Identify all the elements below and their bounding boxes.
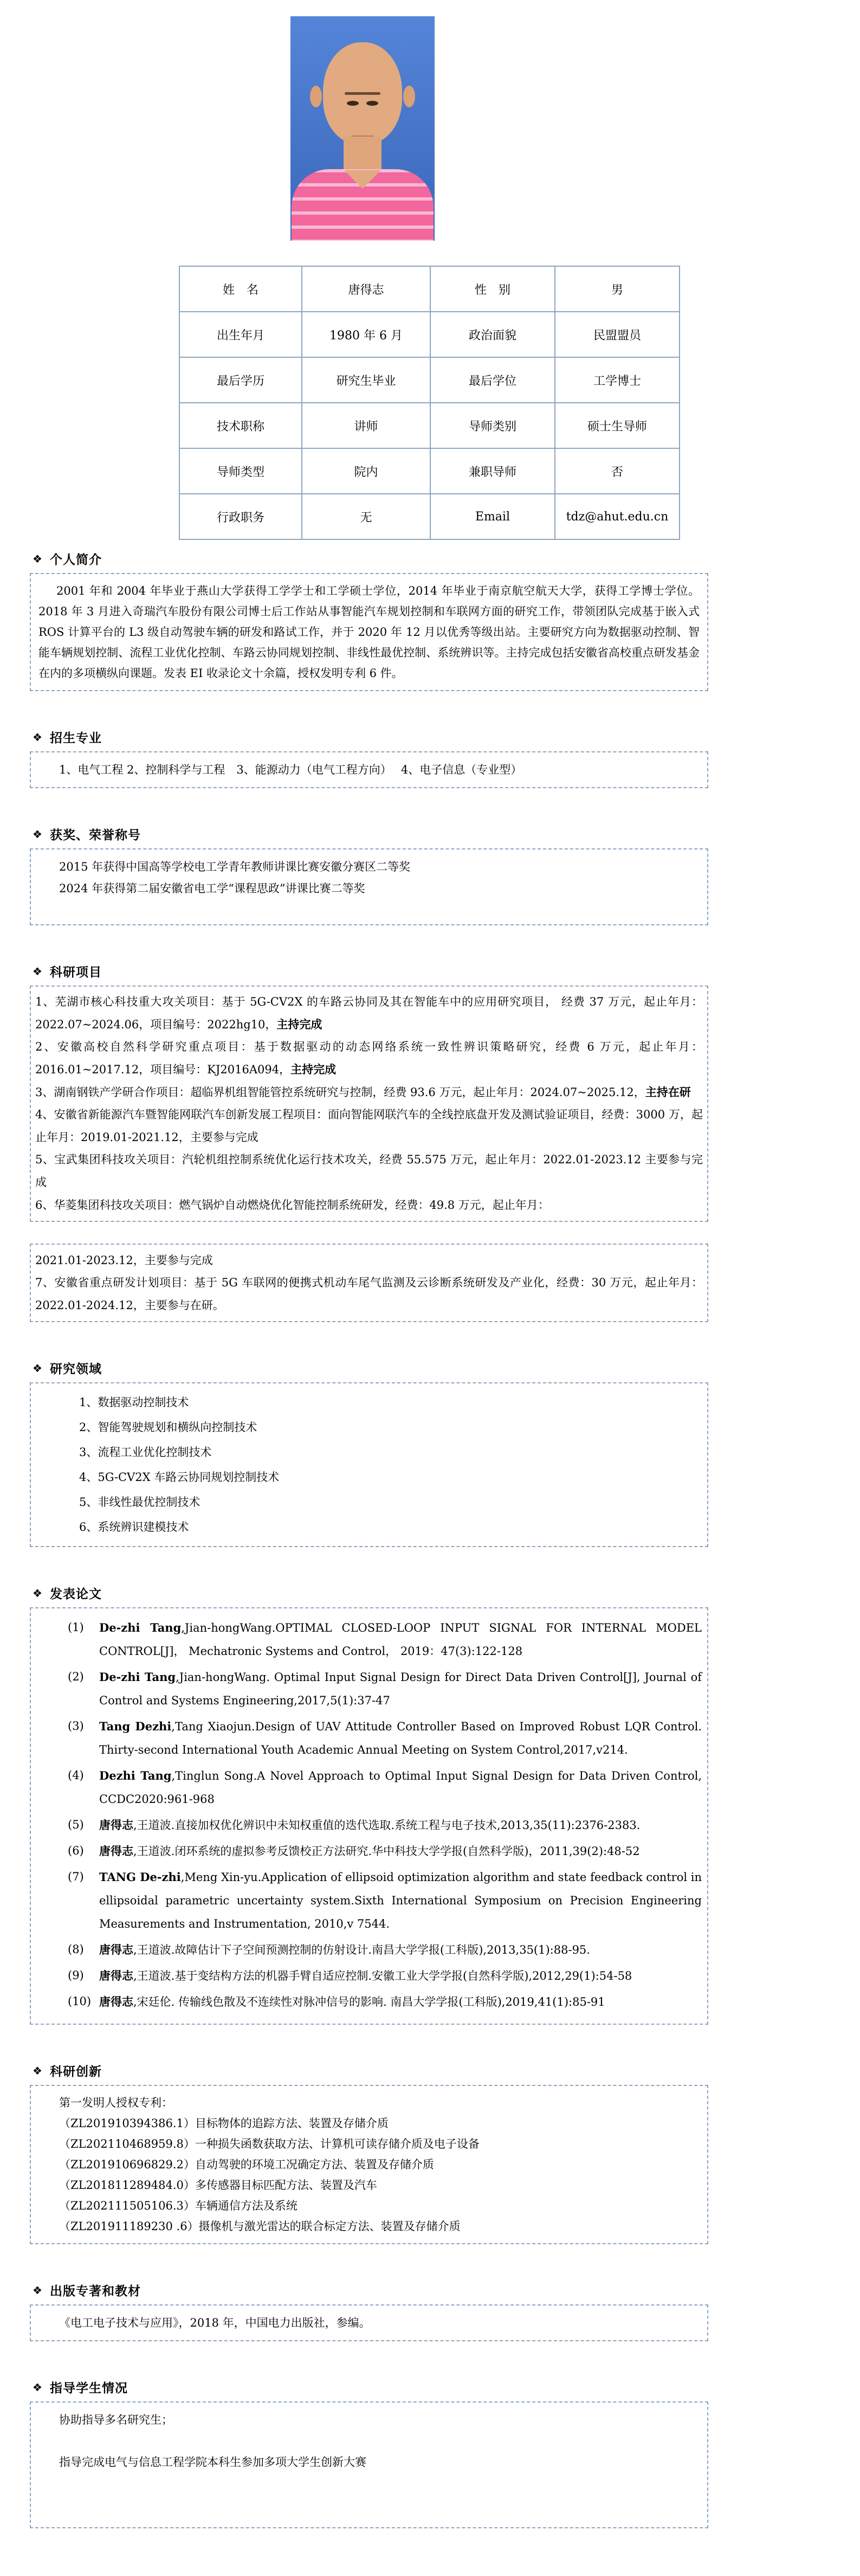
section-title: 科研创新 (49, 2065, 102, 2079)
section-title: 出版专著和教材 (49, 2284, 141, 2298)
field-value-political: 民盟盟员 (555, 312, 680, 357)
publication-item (36, 1715, 702, 1762)
table-row (179, 312, 680, 357)
section-header (33, 728, 860, 746)
publication-rest: ,Jian-hongWang. Optimal Input Signal Design for Direct Data Driven Control[J], Journal of Control and Systems Engineering,2017,5(1):37-47 (99, 1671, 702, 1707)
research-field-item: 2、智能驾驶规划和横纵向控制技术 (79, 1421, 257, 1434)
project-item (35, 1036, 703, 1081)
publication-authors: Dezhi Tang (99, 1769, 172, 1782)
intro-box (30, 573, 708, 691)
section-title: 招生专业 (49, 731, 102, 745)
publication-authors: 唐得志 (99, 1818, 133, 1832)
publication-text (99, 1938, 702, 1962)
section-header (33, 2062, 860, 2079)
section-title: 发表论文 (49, 1587, 102, 1601)
project-text: 5、宝武集团科技攻关项目：汽轮机组控制系统优化运行技术攻关，经费 55.575 万元，起止年月：2022.01-2023.12 主要参与完成 (35, 1153, 703, 1189)
patent-item: （ZL201911189230 .6）摄像机与激光雷达的联合标定方法、装置及存储介质 (59, 2220, 461, 2233)
project-item (35, 1149, 703, 1194)
field-value-admin-duty: 无 (302, 494, 430, 539)
person-head (323, 42, 402, 144)
publication-item (36, 1616, 702, 1663)
patent-item: （ZL202110468959.8）一种损失函数获取方法、计算机可读存储介质及电子设备 (59, 2137, 480, 2150)
diamond-bullet-icon: ❖ (33, 552, 42, 565)
project-text: 1、芜湖市核心科技重大攻关项目：基于 5G-CV2X 的车路云协同及其在智能车中的应用研究项目， 经费 37 万元，起止年月：2022.07~2024.06，项目编号：2022hg10， (35, 995, 703, 1031)
project-item (35, 1194, 703, 1216)
diamond-bullet-icon: ❖ (33, 730, 42, 744)
awards-box (30, 848, 708, 925)
diamond-bullet-icon: ❖ (33, 1361, 42, 1375)
section-title: 研究领域 (49, 1362, 102, 1376)
patents-lead: 第一发明人授权专利： (59, 2096, 173, 2109)
field-value-name: 唐得志 (302, 266, 430, 312)
diamond-bullet-icon: ❖ (33, 827, 42, 841)
projects-box-1 (30, 986, 708, 1222)
publication-text (99, 1990, 702, 2014)
research-field-item: 3、流程工业优化控制技术 (79, 1446, 212, 1459)
publication-item (36, 1764, 702, 1811)
person-eyebrow (362, 92, 380, 95)
field-value-degree: 工学博士 (555, 357, 680, 403)
table-row (179, 448, 680, 494)
section-books (0, 2281, 860, 2341)
diamond-bullet-icon: ❖ (33, 2380, 42, 2394)
section-publications (0, 1584, 860, 2025)
publication-item (36, 1839, 702, 1863)
publication-rest: ,王道波.故障估计下子空间预测控制的仿射设计.南昌大学学报(工科版),2013,35(1):88-95. (133, 1943, 590, 1956)
publication-authors: De-zhi Tang (99, 1670, 176, 1684)
publication-authors: 唐得志 (99, 1969, 133, 1982)
project-item (35, 1104, 703, 1149)
patent-item: （ZL201910394386.1）目标物体的追踪方法、装置及存储介质 (59, 2117, 389, 2130)
project-text: 6、华菱集团科技攻关项目：燃气锅炉自动燃烧优化智能控制系统研发，经费：49.8 万元，起止年月： (35, 1199, 549, 1212)
project-role: 主持完成 (290, 1062, 337, 1076)
publication-number: (6) (68, 1844, 84, 1857)
field-value-title: 讲师 (302, 403, 430, 448)
publication-number: (2) (68, 1670, 84, 1683)
award-item: 2015 年获得中国高等学校电工学青年教师讲课比赛安徽分赛区二等奖 (59, 860, 411, 873)
email-value[interactable]: tdz@ahut.edu.cn (555, 494, 680, 539)
publication-rest: ,王道波.基于变结构方法的机器手臂自适应控制.安徽工业大学学报(自然科学版),2012,29(1):54-58 (133, 1969, 632, 1982)
publication-rest: ,Meng Xin-yu.Application of ellipsoid optimization algorithm and state feedback control in ellipsoidal parametric uncertainty system.Sixth International Symposium on Precision Engineering Measurements and Instrumentation, 2010,v 7544. (99, 1871, 702, 1930)
publication-authors: 唐得志 (99, 1995, 133, 2008)
research-field-item: 4、5G-CV2X 车路云协同规划控制技术 (79, 1471, 280, 1484)
publication-rest: ,Tang Xiaojun.Design of UAV Attitude Controller Based on Improved Robust LQR Control. Thirty-second International Youth Academic Annual Meeting on System Control,2017,v214. (99, 1720, 702, 1756)
publication-number: (4) (68, 1769, 84, 1782)
field-label-title: 技术职称 (179, 403, 302, 448)
research-field-item: 5、非线性最优控制技术 (79, 1496, 201, 1509)
field-label-email: Email (430, 494, 555, 539)
section-header (33, 1584, 860, 1602)
diamond-bullet-icon: ❖ (33, 2283, 42, 2297)
publication-rest: ,Jian-hongWang.OPTIMAL CLOSED-LOOP INPUT SIGNAL FOR INTERNAL MODEL CONTROL[J]， Mechatronic Systems and Control， 2019：47(3):122-128 (99, 1621, 702, 1658)
project-item (35, 991, 703, 1036)
publication-item (36, 1938, 702, 1962)
section-title: 指导学生情况 (49, 2381, 128, 2395)
section-projects (0, 962, 860, 1322)
section-header (33, 825, 860, 843)
table-row (179, 357, 680, 403)
projects-box-2 (30, 1244, 708, 1322)
section-header (33, 2378, 860, 2396)
section-majors (0, 728, 860, 788)
project-role: 主持在研 (645, 1085, 691, 1099)
project-item (35, 1081, 703, 1104)
publication-number: (3) (68, 1720, 84, 1733)
publication-text (99, 1813, 702, 1837)
patent-list (38, 2113, 700, 2237)
section-intro (0, 550, 860, 691)
field-label-adjunct: 兼职导师 (430, 448, 555, 494)
section-header (33, 2281, 860, 2299)
publication-text (99, 1715, 702, 1762)
person-eye (347, 101, 359, 106)
publication-text (99, 1764, 702, 1811)
section-title: 科研项目 (49, 965, 102, 980)
intro-text: 2001 年和 2004 年毕业于燕山大学获得工学学士和工学硕士学位，2014 年毕业于南京航空航天大学，获得工学博士学位。2018 年 3 月进入奇瑞汽车股份有限公司博士后工作站从事智能汽车规划控制和车联网方面的研究工作，带领团队完成基于嵌入式 ROS 计算平台的 L3 级自动驾驶车辆的研发和路试工作，并于 2020 年 12 月以优秀等级出站。主要研究方向为数据驱动控制、智能车辆规划控制、流程工业优化控制、车路云协同规划控制、非线性最优控制、系统辨识等。主持完成包括安徽省高校重点研发基金在内的多项横纵向课题。发表 EI 收录论文十余篇，授权发明专利 6 件。 (38, 584, 700, 680)
students-box (30, 2401, 708, 2528)
field-label-birth: 出生年月 (179, 312, 302, 357)
research-field-item: 1、数据驱动控制技术 (79, 1396, 189, 1409)
project-text: 4、安徽省新能源汽车暨智能网联汽车创新发展工程项目：面向智能网联汽车的全线控底盘开发及测试验证项目，经费：3000 万，起止年月：2019.01-2021.12，主要参与完成 (35, 1108, 703, 1144)
field-label-education: 最后学历 (179, 357, 302, 403)
publication-text (99, 1665, 702, 1712)
publication-number: (5) (68, 1818, 84, 1831)
field-value-birth: 1980 年 6 月 (302, 312, 430, 357)
majors-text: 1、电气工程 2、控制科学与工程 3、能源动力（电气工程方向） 4、电子信息（专业型） (59, 763, 522, 776)
publication-rest: ,王道波.直接加权优化辨识中未知权重值的迭代选取.系统工程与电子技术,2013,35(11):2376-2383. (133, 1819, 641, 1832)
field-value-education: 研究生毕业 (302, 357, 430, 403)
section-header (33, 1359, 860, 1377)
field-value-gender: 男 (555, 266, 680, 312)
profile-info-table (179, 266, 680, 540)
person-ear (403, 86, 415, 107)
table-row (179, 494, 680, 539)
publication-text (99, 1865, 702, 1936)
person-ear (310, 86, 322, 107)
person-collar (344, 170, 381, 189)
patent-item: （ZL201910696829.2）自动驾驶的环境工况确定方法、装置及存储介质 (59, 2158, 434, 2171)
field-value-supervisor-type: 院内 (302, 448, 430, 494)
publication-text (99, 1616, 702, 1663)
publication-number: (1) (68, 1621, 84, 1634)
section-header (33, 962, 860, 980)
publication-number: (9) (68, 1969, 84, 1982)
field-value-supervisor-category: 硕士生导师 (555, 403, 680, 448)
project-role: 主持完成 (276, 1017, 322, 1031)
faculty-profile-page (0, 16, 860, 2561)
research-fields-box (30, 1382, 708, 1547)
diamond-bullet-icon: ❖ (33, 2064, 42, 2077)
section-header (33, 550, 860, 568)
field-value-adjunct: 否 (555, 448, 680, 494)
person-eyebrow (345, 92, 363, 95)
field-label-admin-duty: 行政职务 (179, 494, 302, 539)
student-guidance-item: 协助指导多名研究生； (59, 2413, 173, 2426)
publication-authors: 唐得志 (99, 1943, 133, 1956)
publication-rest: ,宋廷伦. 传输线色散及不连续性对脉冲信号的影响. 南昌大学学报(工科版),2019,41(1):85-91 (133, 1995, 605, 2008)
project-item (35, 1249, 703, 1272)
publication-text (99, 1839, 702, 1863)
field-label-supervisor-category: 导师类别 (430, 403, 555, 448)
publication-rest: ,Tinglun Song.A Novel Approach to Optimal Input Signal Design for Data Driven Control, CCDC2020:961-968 (99, 1769, 702, 1806)
publication-authors: 唐得志 (99, 1844, 133, 1858)
publication-text (99, 1964, 702, 1988)
section-awards (0, 825, 860, 925)
table-row (179, 266, 680, 312)
publication-authors: De-zhi Tang (99, 1621, 182, 1634)
majors-box (30, 751, 708, 788)
section-students (0, 2378, 860, 2528)
project-text: 2021.01-2023.12，主要参与完成 (35, 1254, 213, 1267)
project-text: 2、安徽高校自然科学研究重点项目：基于数据驱动的动态网络系统一致性辨识策略研究，经费 6 万元，起止年月：2016.01~2017.12，项目编号：KJ2016A094， (35, 1040, 703, 1076)
section-title: 获奖、荣誉称号 (49, 828, 141, 842)
field-label-name: 姓 名 (179, 266, 302, 312)
publication-item (36, 1990, 702, 2014)
field-label-degree: 最后学位 (430, 357, 555, 403)
research-field-item: 6、系统辨识建模技术 (79, 1521, 189, 1534)
publication-authors: TANG De-zhi (99, 1870, 181, 1884)
publication-authors: Tang Dezhi (99, 1720, 172, 1733)
publications-box (30, 1607, 708, 2025)
diamond-bullet-icon: ❖ (33, 1586, 42, 1600)
section-title: 个人简介 (49, 553, 102, 567)
section-research-fields (0, 1359, 860, 1547)
section-innovation (0, 2062, 860, 2244)
portrait-photo (290, 16, 435, 241)
publication-number: (7) (68, 1870, 84, 1883)
award-item: 2024 年获得第二届安徽省电工学“课程思政”讲课比赛二等奖 (59, 882, 365, 895)
patent-item: （ZL202111505106.3）车辆通信方法及系统 (59, 2199, 298, 2212)
table-row (179, 403, 680, 448)
publication-item (36, 1665, 702, 1712)
field-label-political: 政治面貌 (430, 312, 555, 357)
book-item: 《电工电子技术与应用》，2018 年，中国电力出版社，参编。 (59, 2316, 371, 2329)
innovation-box (30, 2085, 708, 2244)
diamond-bullet-icon: ❖ (33, 964, 42, 978)
project-item (35, 1272, 703, 1317)
patent-item: （ZL201811289484.0）多传感器目标匹配方法、装置及汽车 (59, 2179, 377, 2192)
books-box (30, 2304, 708, 2341)
publication-item (36, 1964, 702, 1988)
project-text: 7、安徽省重点研发计划项目：基于 5G 车联网的便携式机动车尾气监测及云诊断系统研发及产业化，经费：30 万元，起止年月：2022.01-2024.12，主要参与在研。 (35, 1276, 703, 1312)
field-label-gender: 性 别 (430, 266, 555, 312)
person-eye (366, 101, 378, 106)
publication-number: (10) (68, 1995, 92, 2008)
publication-rest: ,王道波.闭环系统的虚拟参考反馈校正方法研究.华中科技大学学报(自然科学版)，2011,39(2):48-52 (133, 1845, 640, 1858)
field-label-supervisor-type: 导师类型 (179, 448, 302, 494)
publication-number: (8) (68, 1943, 84, 1956)
student-guidance-item: 指导完成电气与信息工程学院本科生参加多项大学生创新大赛 (59, 2456, 366, 2469)
project-text: 3、湖南钢铁产学研合作项目：超临界机组智能管控系统研究与控制，经费 93.6 万元，起止年月：2024.07~2025.12， (35, 1086, 645, 1099)
publication-item (36, 1813, 702, 1837)
publication-item (36, 1865, 702, 1936)
